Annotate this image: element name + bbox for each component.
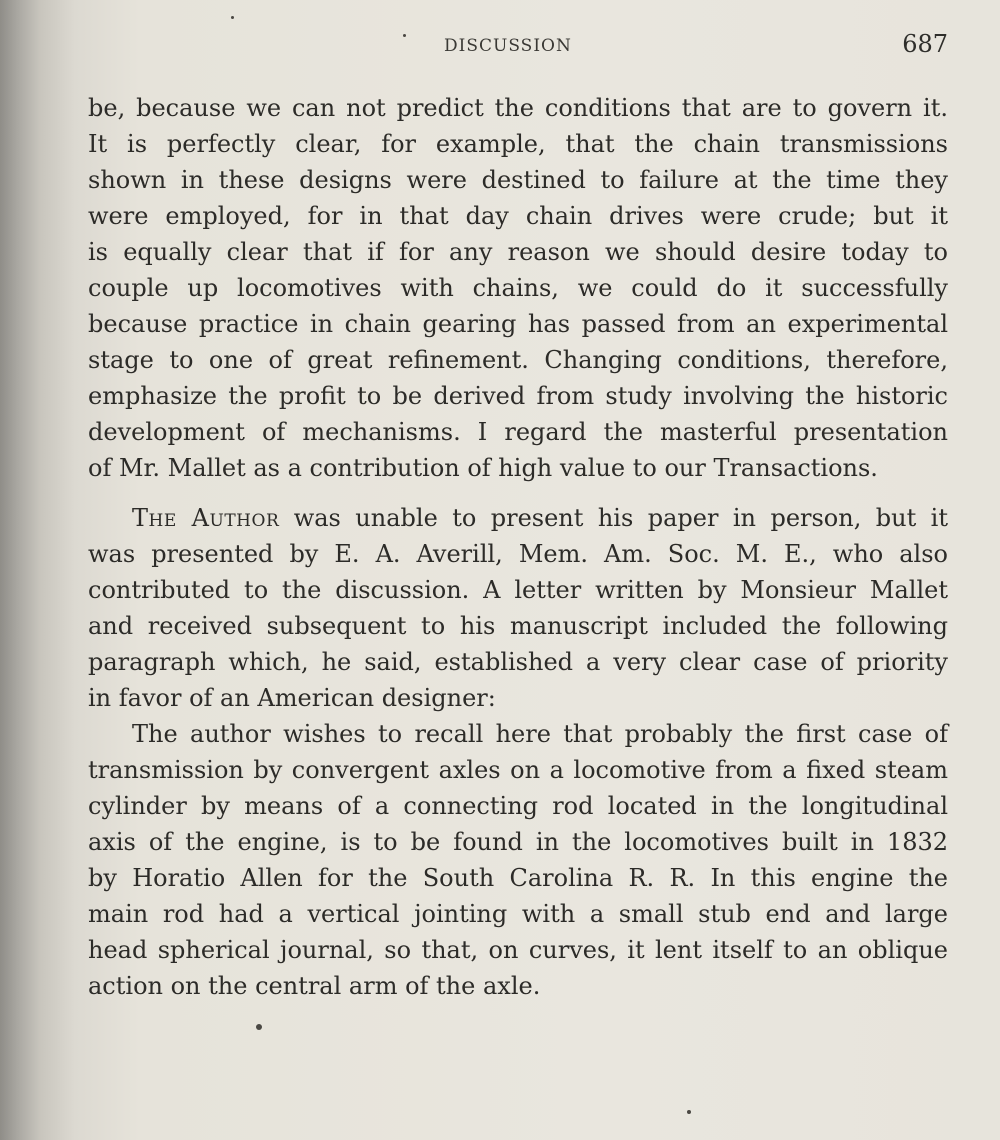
text-line: is equally clear that if for any reason we should desire today to (88, 238, 948, 266)
text-line: be, because we can not predict the conditions that are to govern it. (88, 94, 948, 122)
text-line: were employed, for in that day chain drives were crude; but it (88, 202, 948, 230)
text-line: was presented by E. A. Averill, Mem. Am. Soc. M. E., who also (88, 540, 948, 568)
text-line: development of mechanisms. I regard the masterful presentation (88, 418, 948, 446)
author-lead: The Author (132, 504, 280, 532)
text-line (88, 500, 948, 536)
body-text (88, 90, 948, 1004)
text-line: The author wishes to recall here that probably the first case of (132, 720, 948, 748)
text-line: head spherical journal, so that, on curves, it lent itself to an oblique (88, 936, 948, 964)
text-line: because practice in chain gearing has passed from an experimental (88, 310, 948, 338)
text-line: emphasize the profit to be derived from study involving the historic (88, 382, 948, 410)
text-line: of Mr. Mallet as a contribution of high value to our Transactions. (88, 454, 878, 482)
text-line: in favor of an American designer: (88, 684, 496, 712)
text-line: It is perfectly clear, for example, that the chain transmissions (88, 130, 948, 158)
text-line: main rod had a vertical jointing with a small stub end and large (88, 900, 948, 928)
text-line: and received subsequent to his manuscript included the following (88, 612, 948, 640)
page-header (0, 28, 1000, 68)
text-line: axis of the engine, is to be found in the locomotives built in 1832 (88, 828, 948, 856)
ink-speck (403, 34, 406, 37)
paragraph-3 (88, 716, 948, 1004)
paragraph-2 (88, 500, 948, 716)
text-line: couple up locomotives with chains, we could do it successfully (88, 274, 948, 302)
lead-line-rest: was unable to present his paper in person, but it (293, 504, 949, 532)
text-line: paragraph which, he said, established a very clear case of priority (88, 648, 948, 676)
text-line: contributed to the discussion. A letter written by Monsieur Mallet (88, 576, 948, 604)
paragraph-gap (88, 486, 948, 500)
text-line: shown in these designs were destined to failure at the time they (88, 166, 948, 194)
text-line: by Horatio Allen for the South Carolina R. R. In this engine the (88, 864, 948, 892)
text-line: transmission by convergent axles on a locomotive from a fixed steam (88, 756, 948, 784)
ink-speck (231, 16, 234, 19)
text-line: stage to one of great refinement. Changing conditions, therefore, (88, 346, 948, 374)
running-head: DISCUSSION (444, 36, 572, 56)
text-line: action on the central arm of the axle. (88, 972, 541, 1000)
ink-speck (687, 1110, 691, 1114)
ink-speck (256, 1024, 262, 1030)
text-line: cylinder by means of a connecting rod located in the longitudinal (88, 792, 948, 820)
paragraph-1 (88, 90, 948, 486)
page-number: 687 (902, 30, 948, 58)
